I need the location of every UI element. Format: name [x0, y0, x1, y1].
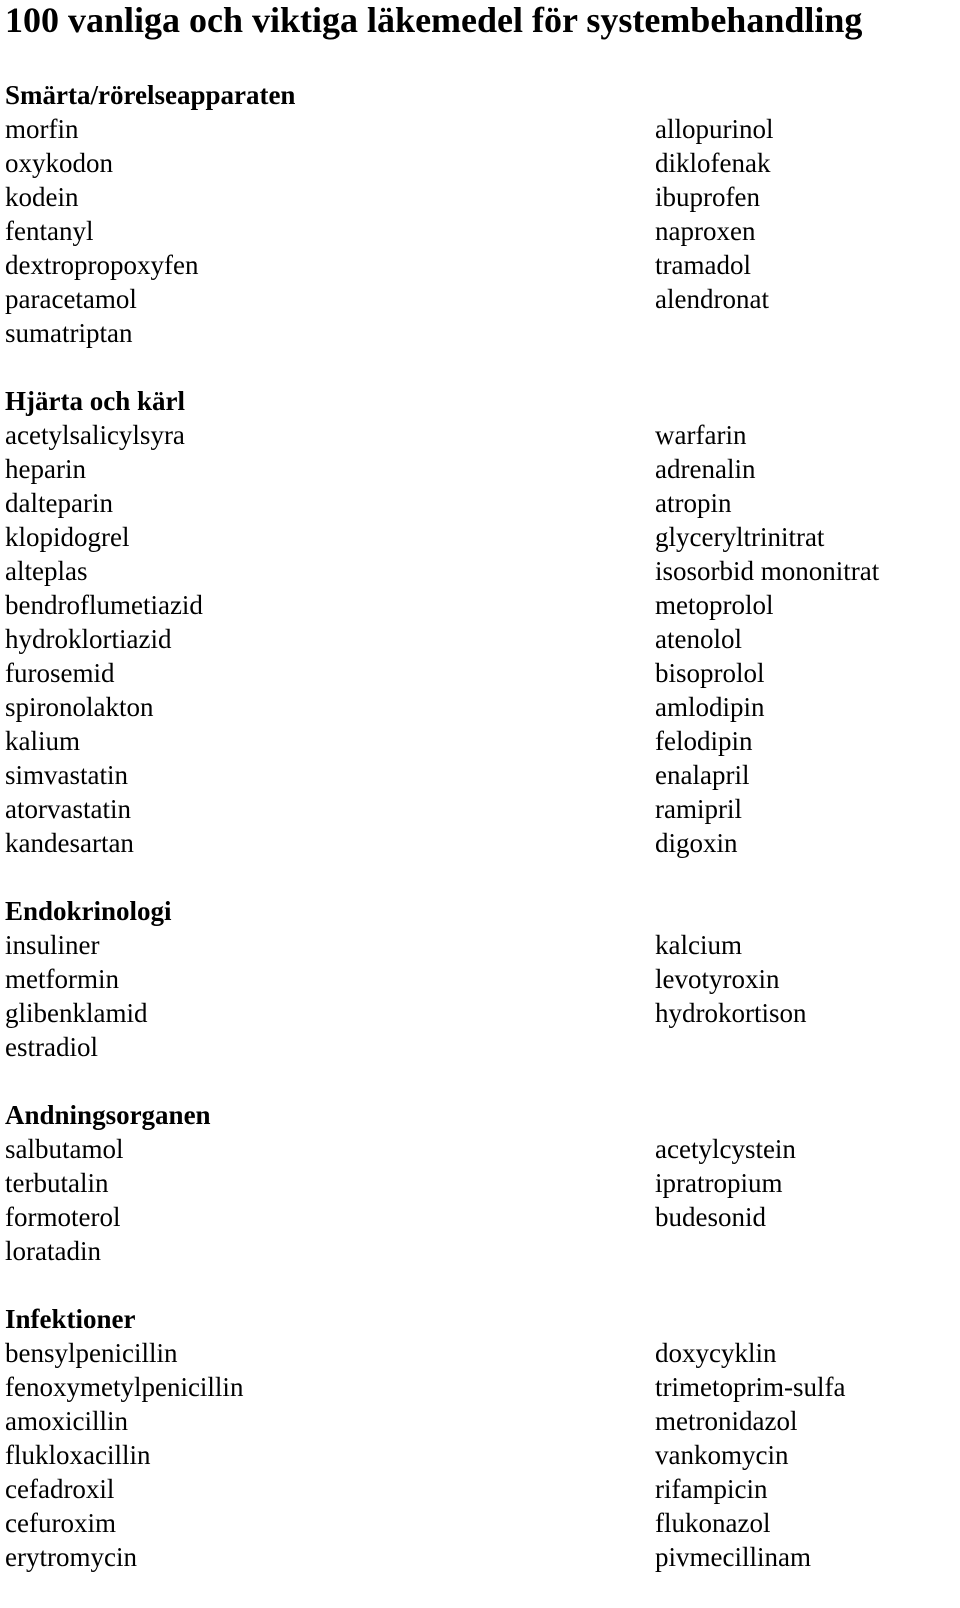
drug-columns	[0, 928, 960, 1064]
drug-columns	[0, 112, 960, 350]
drug-name: erytromycin	[5, 1542, 137, 1572]
drug-name: ipratropium	[655, 1168, 783, 1198]
drug-name: kodein	[5, 182, 79, 212]
drug-name: tramadol	[655, 250, 751, 280]
drug-name: alendronat	[655, 284, 769, 314]
drug-name: amlodipin	[655, 692, 765, 722]
drug-name: atorvastatin	[5, 794, 131, 824]
drug-column-left	[5, 1132, 123, 1268]
drug-name: warfarin	[655, 420, 747, 450]
drug-name: terbutalin	[5, 1168, 109, 1198]
drug-name: bensylpenicillin	[5, 1338, 178, 1368]
drug-name: fentanyl	[5, 216, 94, 246]
drug-name: enalapril	[655, 760, 750, 790]
drug-name: morfin	[5, 114, 79, 144]
drug-name: simvastatin	[5, 760, 128, 790]
drug-name: vankomycin	[655, 1440, 789, 1470]
drug-list	[0, 78, 960, 1608]
drug-columns	[0, 1132, 960, 1268]
drug-column-right	[655, 418, 879, 860]
drug-name: sumatriptan	[5, 318, 133, 348]
drug-section	[0, 384, 960, 860]
drug-name: kalcium	[655, 930, 742, 960]
drug-name: kalium	[5, 726, 80, 756]
drug-name: heparin	[5, 454, 86, 484]
drug-column-right	[655, 112, 773, 316]
drug-name: ramipril	[655, 794, 742, 824]
drug-name: furosemid	[5, 658, 115, 688]
drug-name: cefadroxil	[5, 1474, 115, 1504]
drug-name: formoterol	[5, 1202, 121, 1232]
drug-columns	[0, 1336, 960, 1574]
drug-name: paracetamol	[5, 284, 137, 314]
drug-name: glibenklamid	[5, 998, 148, 1028]
drug-name: flukloxacillin	[5, 1440, 151, 1470]
drug-column-right	[655, 1132, 796, 1234]
drug-section	[0, 894, 960, 1064]
section-heading: Infektioner	[5, 1304, 136, 1334]
drug-section	[0, 1302, 960, 1574]
drug-name: fenoxymetylpenicillin	[5, 1372, 244, 1402]
drug-name: hydroklortiazid	[5, 624, 172, 654]
drug-name: ibuprofen	[655, 182, 760, 212]
drug-name: insuliner	[5, 930, 100, 960]
drug-name: pivmecillinam	[655, 1542, 811, 1572]
drug-column-left	[5, 1336, 243, 1574]
drug-name: alteplas	[5, 556, 88, 586]
drug-name: salbutamol	[5, 1134, 124, 1164]
drug-name: metronidazol	[655, 1406, 798, 1436]
drug-name: metoprolol	[655, 590, 774, 620]
drug-column-left	[5, 928, 147, 1064]
section-heading: Andningsorganen	[5, 1100, 211, 1130]
drug-name: klopidogrel	[5, 522, 130, 552]
drug-name: digoxin	[655, 828, 738, 858]
drug-name: dalteparin	[5, 488, 113, 518]
drug-name: flukonazol	[655, 1508, 771, 1538]
drug-column-left	[5, 112, 198, 350]
drug-name: allopurinol	[655, 114, 774, 144]
drug-name: rifampicin	[655, 1474, 768, 1504]
drug-name: dextropropoxyfen	[5, 250, 199, 280]
drug-name: doxycyklin	[655, 1338, 777, 1368]
drug-columns	[0, 418, 960, 860]
drug-column-left	[5, 418, 203, 860]
drug-name: amoxicillin	[5, 1406, 128, 1436]
drug-section	[0, 1098, 960, 1268]
drug-name: budesonid	[655, 1202, 766, 1232]
drug-column-right	[655, 928, 807, 1030]
drug-name: oxykodon	[5, 148, 113, 178]
drug-name: naproxen	[655, 216, 756, 246]
drug-name: isosorbid mononitrat	[655, 556, 880, 586]
section-heading: Hjärta och kärl	[5, 386, 185, 416]
section-heading: Endokrinologi	[5, 896, 172, 926]
drug-name: levotyroxin	[655, 964, 780, 994]
drug-name: bisoprolol	[655, 658, 765, 688]
drug-name: hydrokortison	[655, 998, 807, 1028]
section-heading: Smärta/rörelseapparaten	[5, 80, 296, 110]
drug-name: felodipin	[655, 726, 753, 756]
drug-name: kandesartan	[5, 828, 134, 858]
drug-name: acetylcystein	[655, 1134, 796, 1164]
drug-name: cefuroxim	[5, 1508, 116, 1538]
drug-column-right	[655, 1336, 845, 1574]
drug-name: atropin	[655, 488, 732, 518]
drug-section	[0, 78, 960, 350]
page-title: 100 vanliga och viktiga läkemedel för systembehandling	[5, 0, 863, 40]
drug-name: metformin	[5, 964, 119, 994]
drug-name: acetylsalicylsyra	[5, 420, 185, 450]
drug-name: trimetoprim-sulfa	[655, 1372, 846, 1402]
drug-name: atenolol	[655, 624, 742, 654]
drug-name: diklofenak	[655, 148, 771, 178]
drug-name: glyceryltrinitrat	[655, 522, 825, 552]
drug-name: adrenalin	[655, 454, 756, 484]
drug-name: estradiol	[5, 1032, 98, 1062]
drug-name: loratadin	[5, 1236, 101, 1266]
drug-name: spironolakton	[5, 692, 154, 722]
drug-name: bendroflumetiazid	[5, 590, 203, 620]
